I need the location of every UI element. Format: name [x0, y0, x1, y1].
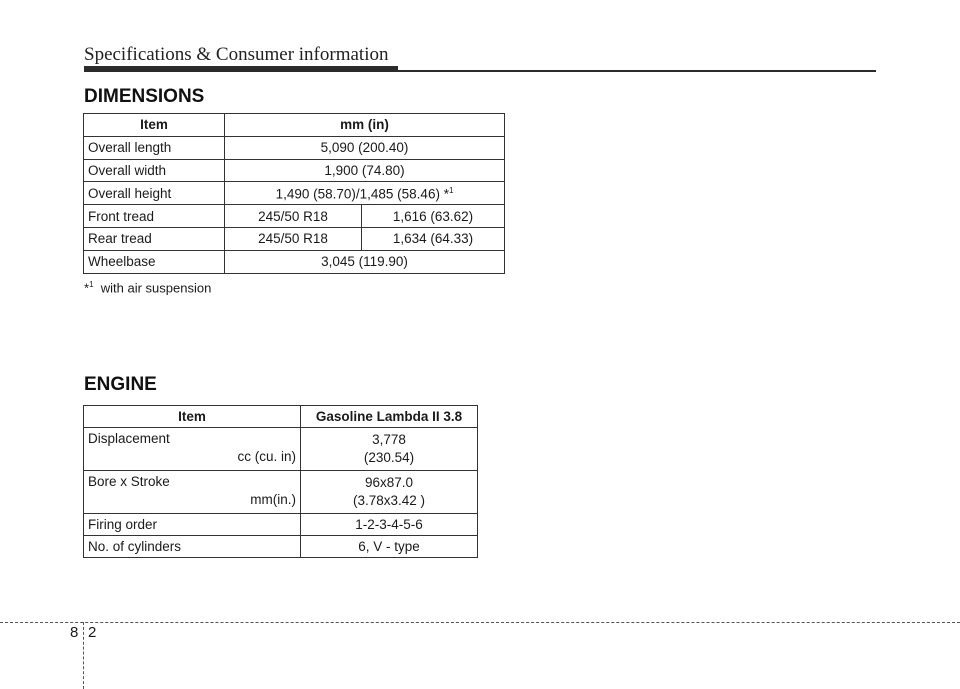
footnote-mark: * [84, 280, 90, 296]
row-label: Wheelbase [84, 250, 225, 273]
footnote-ref: 1 [448, 185, 454, 195]
row-value: 1,490 (58.70)/1,485 (58.46) * [275, 186, 449, 202]
footnote [84, 280, 211, 295]
row-unit: mm(in.) [250, 492, 296, 507]
row-label: Bore x Stroke [88, 474, 170, 489]
header-rule [398, 70, 876, 72]
row-value-cell [301, 428, 478, 471]
table-row [84, 536, 478, 558]
row-label: Rear tread [84, 227, 225, 250]
row-value-secondary: (230.54) [363, 450, 415, 465]
table-header-row [84, 114, 505, 137]
engine-table [83, 405, 478, 558]
row-label: No. of cylinders [84, 536, 301, 558]
table-row [84, 227, 505, 250]
table-row [84, 159, 505, 182]
row-value: 3,778 [372, 432, 406, 447]
footer-rule [0, 622, 960, 623]
row-tire: 245/50 R18 [225, 205, 362, 228]
column-header: Item [84, 406, 301, 428]
row-label: Overall width [84, 159, 225, 182]
row-value: 1,616 (63.62) [362, 205, 505, 228]
row-label: Firing order [84, 514, 301, 536]
row-value-cell [225, 182, 505, 205]
column-header: Gasoline Lambda II 3.8 [301, 406, 478, 428]
footnote-number: 1 [89, 280, 94, 289]
row-value: 6, V - type [301, 536, 478, 558]
row-label: Front tread [84, 205, 225, 228]
row-value-cell [301, 471, 478, 514]
page-number: 2 [88, 624, 97, 641]
table-row [84, 205, 505, 228]
row-value: 3,045 (119.90) [225, 250, 505, 273]
footnote-text: with air suspension [100, 280, 212, 296]
table-row [84, 136, 505, 159]
row-value-secondary: (3.78x3.42 ) [352, 493, 426, 508]
row-value: 96x87.0 [364, 475, 414, 490]
row-label: Displacement [88, 431, 170, 446]
table-row [84, 182, 505, 205]
header-title: Specifications & Consumer information [84, 44, 389, 65]
table-row [84, 471, 478, 514]
column-header: mm (in) [225, 114, 505, 137]
row-value: 1,634 (64.33) [362, 227, 505, 250]
table-row [84, 428, 478, 471]
row-value: 1,900 (74.80) [225, 159, 505, 182]
dimensions-table [83, 113, 505, 274]
row-unit: cc (cu. in) [237, 449, 296, 464]
row-label: Overall height [84, 182, 225, 205]
engine-title: ENGINE [84, 374, 157, 395]
section-number: 8 [70, 624, 79, 641]
row-tire: 245/50 R18 [225, 227, 362, 250]
footer-divider [83, 622, 84, 689]
table-header-row [84, 406, 478, 428]
row-value: 1-2-3-4-5-6 [301, 514, 478, 536]
header-bar [84, 66, 398, 72]
table-row [84, 514, 478, 536]
row-value: 5,090 (200.40) [225, 136, 505, 159]
dimensions-title: DIMENSIONS [84, 86, 205, 107]
row-label-cell [84, 428, 301, 471]
row-label: Overall length [84, 136, 225, 159]
column-header: Item [84, 114, 225, 137]
table-row [84, 250, 505, 273]
row-label-cell [84, 471, 301, 514]
